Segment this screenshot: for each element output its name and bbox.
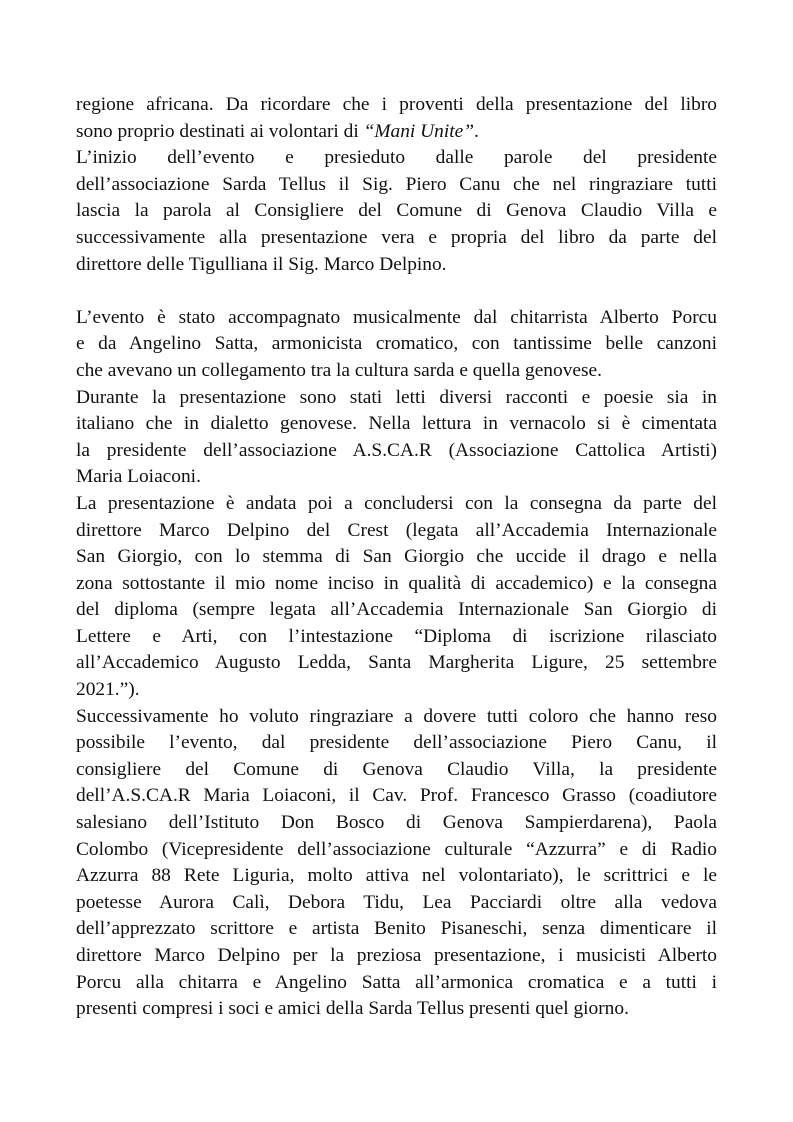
text-line <box>76 491 717 518</box>
text-line <box>76 730 717 757</box>
text-line <box>76 119 717 146</box>
paragraph <box>76 145 717 278</box>
text-line <box>76 650 717 677</box>
text-line <box>76 438 717 465</box>
line-text: presenti compresi i soci e amici della Sarda Tellus presenti quel giorno. <box>76 998 629 1020</box>
line-text: italiano che in dialetto genovese. Nella lettura in vernacolo si è cimentata <box>76 413 717 435</box>
line-text: Successivamente ho voluto ringraziare a dovere tutti coloro che hanno reso <box>76 705 717 727</box>
line-text: L’evento è stato accompagnato musicalmente dal chitarrista Alberto Porcu <box>76 306 717 328</box>
line-tail: . <box>474 120 479 142</box>
text-line <box>76 385 717 412</box>
line-text: Colombo (Vicepresidente dell’associazione culturale “Azzurra” e di Radio <box>76 838 717 860</box>
text-line <box>76 704 717 731</box>
text-line <box>76 518 717 545</box>
paragraph <box>76 385 717 491</box>
line-text: lascia la parola al Consigliere del Comune di Genova Claudio Villa e <box>76 200 717 222</box>
line-text: successivamente alla presentazione vera e propria del libro da parte del <box>76 226 717 248</box>
text-line <box>76 783 717 810</box>
line-text: la presidente dell’associazione A.S.CA.R (Associazione Cattolica Artisti) <box>76 439 717 461</box>
line-text: dell’apprezzato scrittore e artista Benito Pisaneschi, senza dimenticare il <box>76 918 717 940</box>
text-line <box>76 890 717 917</box>
line-text: direttore Marco Delpino del Crest (legata all’Accademia Internazionale <box>76 519 717 541</box>
line-text: direttore Marco Delpino per la preziosa presentazione, i musicisti Alberto <box>76 945 717 966</box>
paragraph <box>76 305 717 385</box>
text-line <box>76 544 717 571</box>
line-text: direttore delle Tigulliana il Sig. Marco Delpino. <box>76 253 447 275</box>
line-text: 2021.”). <box>76 679 140 701</box>
text-line <box>76 464 717 491</box>
text-line <box>76 810 717 837</box>
line-text: Lettere e Arti, con l’intestazione “Diploma di iscrizione rilasciato <box>76 625 717 647</box>
line-text: zona sottostante il mio nome inciso in qualità di accademico) e la consegna <box>76 572 717 594</box>
text-line <box>76 571 717 598</box>
text-line <box>76 597 717 624</box>
text-line <box>76 916 717 943</box>
text-line <box>76 996 717 1023</box>
text-line <box>76 677 717 704</box>
text-line <box>76 837 717 864</box>
line-text: consigliere del Comune di Genova Claudio Villa, la presidente <box>76 758 717 780</box>
text-line <box>76 358 717 385</box>
line-text: Durante la presentazione sono stati letti diversi racconti e poesie sia in <box>76 386 717 408</box>
line-text: Maria Loiaconi. <box>76 466 201 488</box>
line-text: che avevano un collegamento tra la cultura sarda e quella genovese. <box>76 359 602 381</box>
line-text: del diploma (sempre legata all’Accademia Internazionale San Giorgio di <box>76 599 717 621</box>
line-text: all’Accademico Augusto Ledda, Santa Margherita Ligure, 25 settembre <box>76 652 717 674</box>
text-line <box>76 411 717 438</box>
line-text: L’inizio dell’evento e presieduto dalle parole del presidente <box>76 147 717 169</box>
line-text: La presentazione è andata poi a concludersi con la consegna da parte del <box>76 492 717 514</box>
line-text: San Giorgio, con lo stemma di San Giorgio che uccide il drago e nella <box>76 546 717 568</box>
italic-quote: “Mani Unite” <box>363 120 475 142</box>
text-line <box>76 305 717 332</box>
text-line <box>76 198 717 225</box>
text-line <box>76 331 717 358</box>
line-text: possibile l’evento, dal presidente dell’associazione Piero Canu, il <box>76 732 717 754</box>
paragraph <box>76 92 717 145</box>
text-line <box>76 252 717 279</box>
text-line <box>76 970 717 997</box>
line-text: dell’associazione Sarda Tellus il Sig. Piero Canu che nel ringraziare tutti <box>76 173 717 195</box>
text-line <box>76 145 717 172</box>
document-page <box>76 92 717 1023</box>
paragraph <box>76 704 717 1023</box>
line-text: salesiano dell’Istituto Don Bosco di Genova Sampierdarena), Paola <box>76 812 717 834</box>
text-line <box>76 943 717 970</box>
text-line <box>76 225 717 252</box>
text-line <box>76 757 717 784</box>
text-line <box>76 863 717 890</box>
text-line <box>76 172 717 199</box>
line-text: sono proprio destinati ai volontari di <box>76 120 364 142</box>
paragraph <box>76 491 717 704</box>
text-line <box>76 624 717 651</box>
line-text: Azzurra 88 Rete Liguria, molto attiva nel volontariato), le scrittrici e le <box>76 865 717 887</box>
paragraph-spacer <box>76 278 717 305</box>
line-text: poetesse Aurora Calì, Debora Tidu, Lea Pacciardi oltre alla vedova <box>76 891 717 913</box>
line-text: Porcu alla chitarra e Angelino Satta all’armonica cromatica e a tutti i <box>76 971 717 993</box>
line-text: e da Angelino Satta, armonicista cromatico, con tantissime belle canzoni <box>76 333 717 355</box>
text-line <box>76 92 717 119</box>
line-text: regione africana. Da ricordare che i proventi della presentazione del libro <box>76 94 717 115</box>
line-text: dell’A.S.CA.R Maria Loiaconi, il Cav. Prof. Francesco Grasso (coadiutore <box>76 785 717 807</box>
